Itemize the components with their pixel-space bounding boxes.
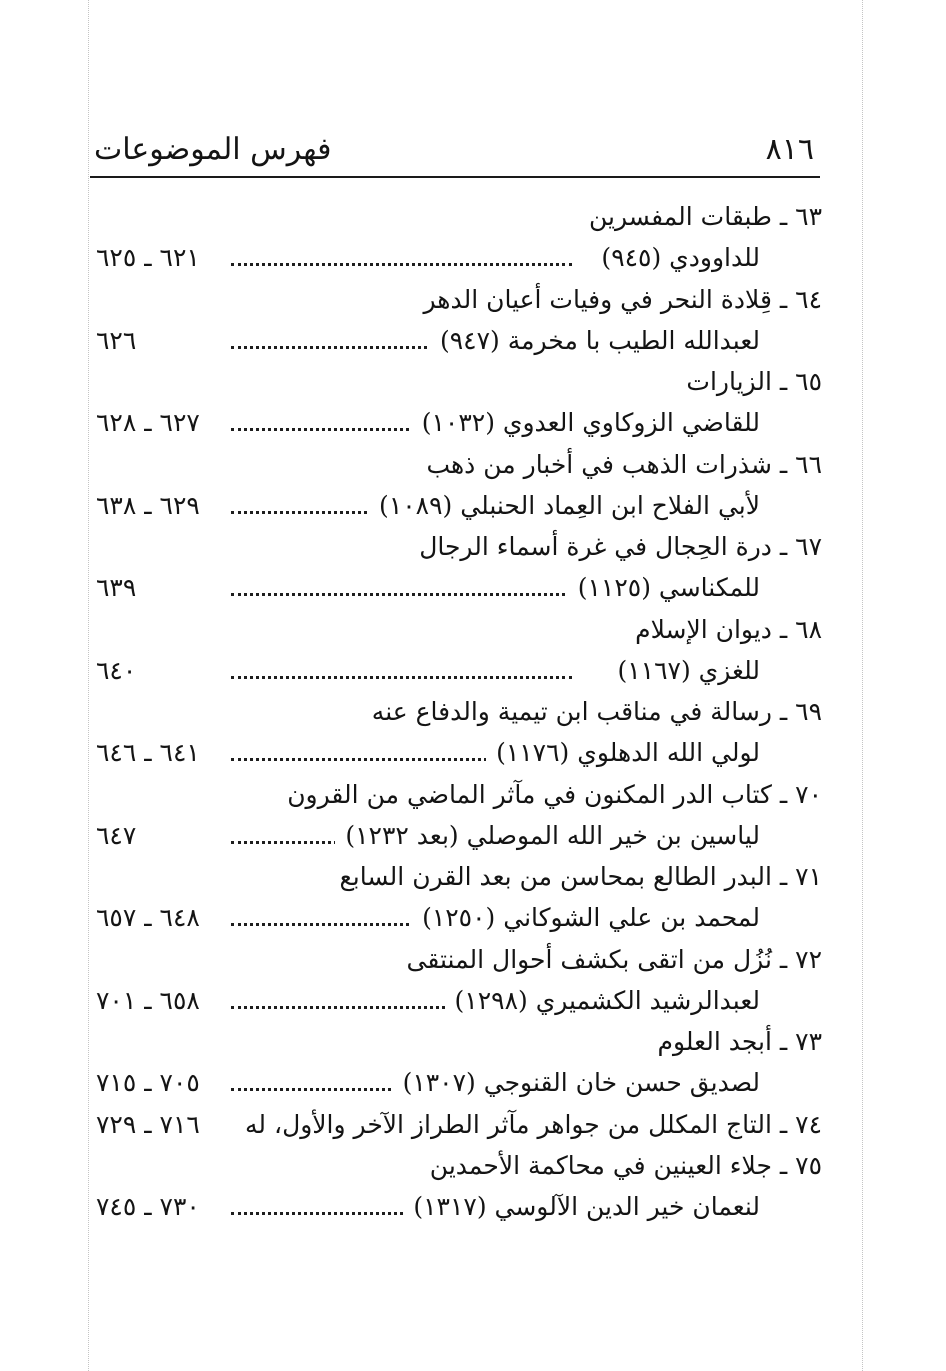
toc-entry-author: للداوودي (٩٤٥) — [591, 237, 760, 278]
toc-entry-title: ٧٠ ـ كتاب الدر المكنون في مآثر الماضي من القرون — [287, 779, 822, 809]
page-header — [90, 128, 820, 178]
toc-entry-title: ٧٤ ـ التاج المكلل من جواهر مآثر الطراز الآخر والأول، له — [245, 1109, 822, 1139]
toc-title-row — [96, 691, 822, 732]
dot-leader — [231, 593, 572, 596]
toc-entry-pages: ٦٢٩ ـ ٦٣٨ — [96, 485, 206, 526]
toc-entry-title: ٧٣ ـ أبجد العلوم — [657, 1027, 822, 1056]
toc-entry-author: لعبدالله الطيب با مخرمة (٩٤٧) — [430, 320, 760, 361]
scan-edge-left — [88, 0, 89, 1371]
toc-entry-pages: ٧١٦ ـ ٧٢٩ — [96, 1104, 206, 1145]
toc-entry-pages: ٦٤٨ ـ ٦٥٧ — [96, 897, 206, 938]
toc-title-row — [96, 1021, 822, 1062]
toc-entry-title: ٦٩ ـ رسالة في مناقب ابن تيمية والدفاع عنه — [371, 697, 822, 726]
toc-entry-author: لولي الله الدهلوي (١١٧٦) — [486, 732, 760, 773]
toc-entry-author: لنعمان خير الدين الآلوسي (١٣١٧) — [403, 1186, 760, 1227]
toc-entry-pages: ٦٤١ ـ ٦٤٦ — [96, 732, 206, 773]
toc-entry-pages: ٦٤٧ — [96, 815, 142, 856]
toc-entry-author: للقاضي الزوكاوي العدوي (١٠٣٢) — [412, 402, 760, 443]
toc-entry-author: لعبدالرشيد الكشميري (١٢٩٨) — [445, 980, 760, 1021]
table-of-contents — [96, 196, 822, 1227]
toc-title-row — [96, 279, 822, 320]
toc-author-row — [96, 732, 822, 773]
page-number: ٨١٦ — [765, 132, 814, 167]
toc-author-row — [96, 980, 822, 1021]
toc-entry-pages: ٧٠٥ ـ ٧١٥ — [96, 1062, 206, 1103]
toc-entry-title: ٧٥ ـ جلاء العينين في محاكمة الأحمدين — [429, 1150, 822, 1180]
dot-leader — [231, 263, 572, 266]
toc-entry-title: ٦٦ ـ شذرات الذهب في أخبار من ذهب — [426, 449, 822, 479]
toc-entry-title: ٦٨ ـ ديوان الإسلام — [635, 614, 822, 644]
toc-entry-author: للغزي (١١٦٧) — [607, 650, 760, 691]
toc-title-row — [96, 774, 822, 815]
toc-author-row — [96, 815, 822, 856]
toc-title-row — [96, 609, 822, 650]
toc-title-row — [96, 1145, 822, 1186]
toc-entry-pages: ٦٢٧ ـ ٦٢٨ — [96, 402, 206, 443]
toc-author-row — [96, 650, 822, 691]
toc-entry-pages: ٦٤٠ — [96, 650, 142, 691]
toc-title-row — [96, 526, 822, 567]
toc-entry-author: لياسين بن خير الله الموصلي (بعد ١٢٣٢) — [335, 815, 760, 856]
toc-entry-title: ٦٤ ـ قِلادة النحر في وفيات أعيان الدهر — [423, 284, 822, 314]
toc-entry-pages: ٦٥٨ ـ ٧٠١ — [96, 980, 206, 1021]
toc-entry-title: ٦٧ ـ درة الحِجال في غرة أسماء الرجال — [419, 532, 822, 561]
toc-author-row — [96, 237, 822, 278]
toc-entry-title: ٦٣ ـ طبقات المفسرين — [588, 202, 822, 231]
toc-entry-pages: ٧٣٠ ـ ٧٤٥ — [96, 1186, 206, 1227]
toc-entry-author: لأبي الفلاح ابن العِماد الحنبلي (١٠٨٩) — [369, 485, 760, 526]
toc-author-row — [96, 402, 822, 443]
toc-title-row — [96, 361, 822, 402]
toc-title-row — [96, 856, 822, 897]
toc-author-row — [96, 320, 822, 361]
toc-entry-title: ٦٥ ـ الزيارات — [686, 367, 822, 396]
toc-entry-author: للمكناسي (١١٢٥) — [568, 567, 760, 608]
toc-title-row — [96, 196, 822, 237]
dot-leader — [231, 676, 572, 679]
toc-title-row — [96, 444, 822, 485]
toc-entry-author: لصديق حسن خان القنوجي (١٣٠٧) — [393, 1062, 760, 1103]
toc-author-row — [96, 897, 822, 938]
page-title: فهرس الموضوعات — [94, 132, 332, 167]
toc-author-row — [96, 567, 822, 608]
toc-author-row — [96, 1186, 822, 1227]
toc-entry-pages: ٦٢١ ـ ٦٢٥ — [96, 237, 206, 278]
toc-entry-title: ٧١ ـ البدر الطالع بمحاسن من بعد القرن السابع — [339, 862, 822, 891]
toc-title-row — [96, 939, 822, 980]
toc-entry-pages: ٦٢٦ — [96, 320, 142, 361]
toc-entry-pages: ٦٣٩ — [96, 567, 142, 608]
toc-entry-author: لمحمد بن علي الشوكاني (١٢٥٠) — [412, 897, 760, 938]
toc-entry-title: ٧٢ ـ نُزُل من اتقى بكشف أحوال المنتقى — [406, 944, 822, 974]
toc-author-row — [96, 485, 822, 526]
toc-title-row — [96, 1104, 822, 1145]
scan-edge-right — [862, 0, 863, 1371]
toc-author-row — [96, 1062, 822, 1103]
